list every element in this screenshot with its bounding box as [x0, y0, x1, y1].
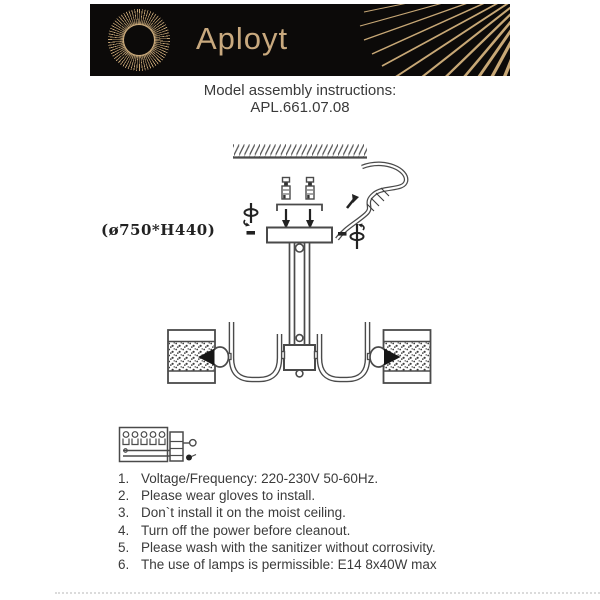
chandelier-body	[279, 345, 321, 377]
ground-wire-icon	[183, 440, 196, 461]
power-wire-icon	[337, 164, 406, 239]
brand-name: Aployt	[196, 21, 289, 56]
ceiling-hatch-icon	[233, 144, 367, 158]
expansion-bolts-icon	[282, 178, 314, 200]
arm-left-icon	[232, 322, 280, 380]
instruction-text: Turn off the power before cleanout.	[141, 522, 351, 538]
instruction-number: 2.	[118, 488, 130, 504]
instruction-item	[118, 556, 528, 573]
instructions-list	[118, 470, 528, 573]
instruction-item	[118, 487, 528, 504]
instruction-item	[118, 504, 528, 521]
instruction-text: The use of lamps is permissible: E14 8x40W max	[141, 557, 437, 573]
page-bottom-edge	[55, 592, 600, 594]
instruction-number: 4.	[118, 522, 130, 538]
instruction-item	[118, 470, 528, 487]
screw-rotation-left-icon	[244, 203, 257, 235]
dimensions-label: (ø750*H440)	[101, 221, 216, 239]
lamp-shade-right	[368, 330, 431, 383]
model-number: APL.661.07.08	[250, 99, 350, 116]
instruction-text: Voltage/Frequency: 220-230V 50-60Hz.	[141, 471, 379, 486]
instruction-item	[118, 522, 528, 539]
page-title: Model assembly instructions:	[203, 82, 397, 99]
mounting-plate	[267, 228, 332, 243]
instruction-number: 1.	[118, 471, 130, 486]
terminal-block-icon	[120, 428, 197, 462]
mounting-bracket-guide	[277, 205, 322, 212]
instruction-text: Please wear gloves to install.	[141, 488, 316, 504]
instruction-text: Please wash with the sanitizer without corrosivity.	[141, 539, 436, 555]
suspension-rods	[290, 243, 310, 346]
instruction-number: 6.	[118, 557, 130, 573]
instruction-number: 3.	[118, 505, 130, 521]
lamp-shade-left	[168, 330, 231, 383]
instruction-number: 5.	[118, 539, 130, 555]
arm-right-icon	[320, 322, 368, 380]
instruction-item	[118, 539, 528, 556]
down-arrows-icon	[282, 209, 314, 229]
instruction-text: Don`t install it on the moist ceiling.	[141, 505, 346, 521]
